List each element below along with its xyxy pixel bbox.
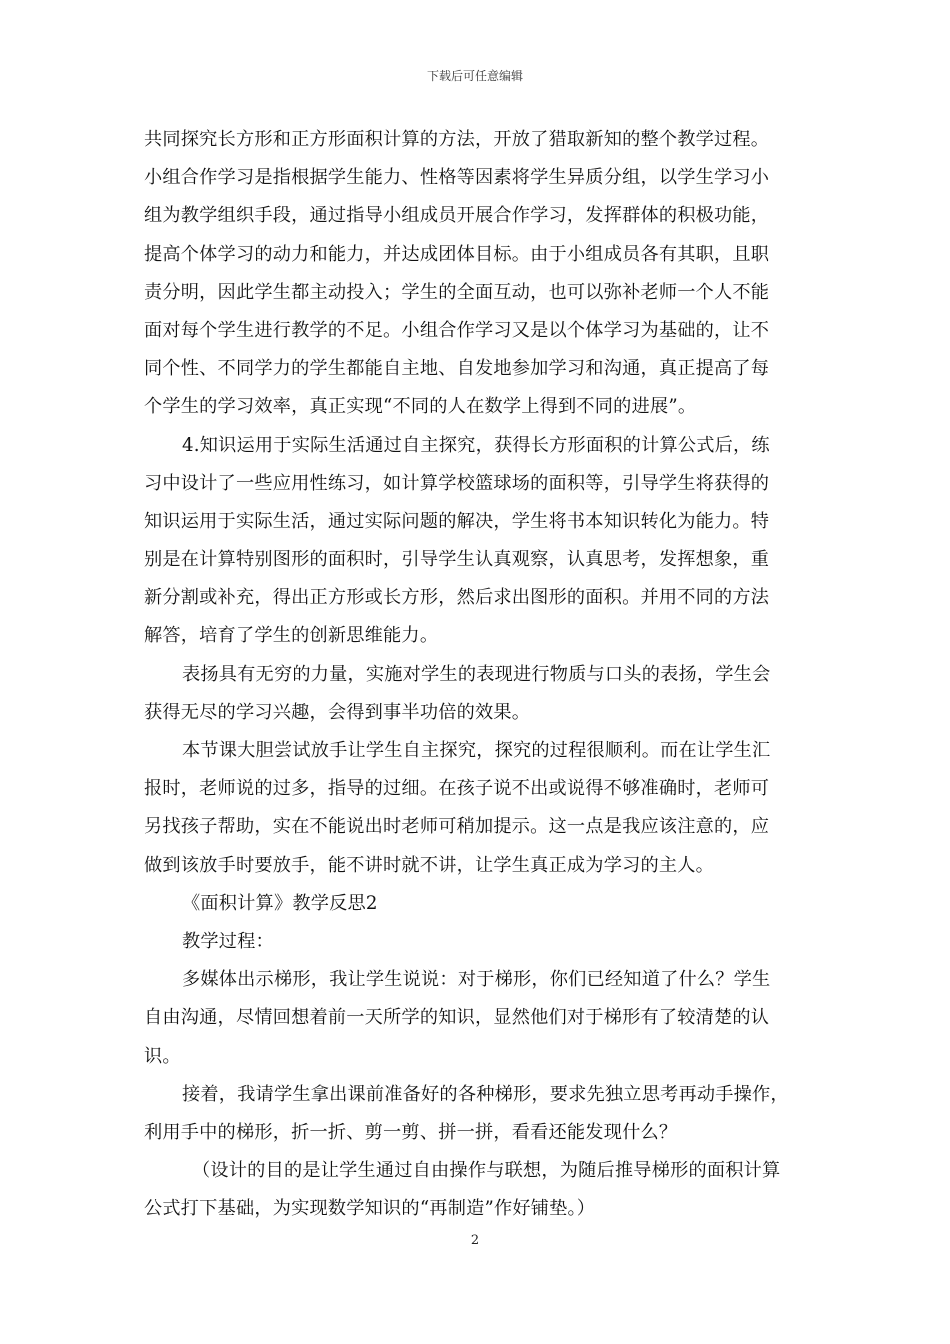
text-line: 识。 xyxy=(144,1045,181,1067)
text-line: 利用手中的梯形，折一折、剪一剪、拼一拼，看看还能发现什么？ xyxy=(144,1121,678,1143)
page-number: 2 xyxy=(470,1233,480,1248)
document-body xyxy=(144,121,810,1228)
paragraph-first-line: 本节课大胆尝试放手让学生自主探究，探究的过程很顺利。而在让学生汇 xyxy=(182,740,771,761)
text-line: 组为教学组织手段，通过指导小组成员开展合作学习，发挥群体的积极功能， xyxy=(144,205,770,227)
section-title: 《面积计算》教学反思2 xyxy=(182,892,378,914)
text-line: 获得无尽的学习兴趣，会得到事半功倍的效果。 xyxy=(144,701,531,723)
text-line: 小组合作学习是指根据学生能力、性格等因素将学生异质分组，以学生学习小 xyxy=(144,167,770,189)
text-line: 共同探究长方形和正方形面积计算的方法，开放了猎取新知的整个教学过程。 xyxy=(144,129,770,150)
text-line: 知识运用于实际生活，通过实际问题的解决，学生将书本知识转化为能力。特 xyxy=(144,510,770,532)
page-header: 下载后可任意编辑 xyxy=(426,69,523,83)
text-line: 解答，培育了学生的创新思维能力。 xyxy=(144,625,439,647)
text-line: 做到该放手时要放手，能不讲时就不讲，让学生真正成为学习的主人。 xyxy=(144,854,715,876)
paragraph-first-line: 4.知识运用于实际生活通过自主探究，获得长方形面积的计算公式后，练 xyxy=(182,434,770,456)
text-line: 公式打下基础，为实现数学知识的“再制造”作好铺垫。） xyxy=(144,1198,596,1220)
text-line: 习中设计了一些应用性练习，如计算学校篮球场的面积等，引导学生将获得的 xyxy=(144,472,770,494)
paragraph-first-line: 表扬具有无穷的力量，实施对学生的表现进行物质与口头的表扬，学生会 xyxy=(182,663,771,685)
text-line: 责分明，因此学生都主动投入；学生的全面互动，也可以弥补老师一个人不能 xyxy=(144,281,770,303)
paragraph-first-line: 多媒体出示梯形，我让学生说说：对于梯形，你们已经知道了什么？学生 xyxy=(182,969,771,991)
text-line: 别是在计算特别图形的面积时，引导学生认真观察，认真思考，发挥想象，重 xyxy=(144,549,770,571)
text-line: 报时，老师说的过多，指导的过细。在孩子说不出或说得不够准确时，老师可 xyxy=(144,778,770,800)
text-line: 同个性、不同学力的学生都能自主地、自发地参加学习和沟通，真正提高了每 xyxy=(144,358,770,380)
paragraph-first-line: （设计的目的是让学生通过自由操作与联想，为随后推导梯形的面积计算 xyxy=(192,1160,781,1182)
text-line: 面对每个学生进行教学的不足。小组合作学习又是以个体学习为基础的，让不 xyxy=(144,319,770,341)
text-line: 新分割或补充，得出正方形或长方形，然后求出图形的面积。并用不同的方法 xyxy=(144,587,770,609)
text-line: 自由沟通，尽情回想着前一天所学的知识，显然他们对于梯形有了较清楚的认 xyxy=(144,1007,770,1029)
text-line: 另找孩子帮助，实在不能说出时老师可稍加提示。这一点是我应该注意的，应 xyxy=(144,816,770,838)
text-line: 个学生的学习效率，真正实现“不同的人在数学上得到不同的进展”。 xyxy=(144,396,697,418)
paragraph-first-line: 接着，我请学生拿出课前准备好的各种梯形，要求先独立思考再动手操作， xyxy=(182,1083,789,1105)
section-subtitle: 教学过程： xyxy=(182,930,274,952)
text-line: 提高个体学习的动力和能力，并达成团体目标。由于小组成员各有其职，且职 xyxy=(144,243,770,265)
